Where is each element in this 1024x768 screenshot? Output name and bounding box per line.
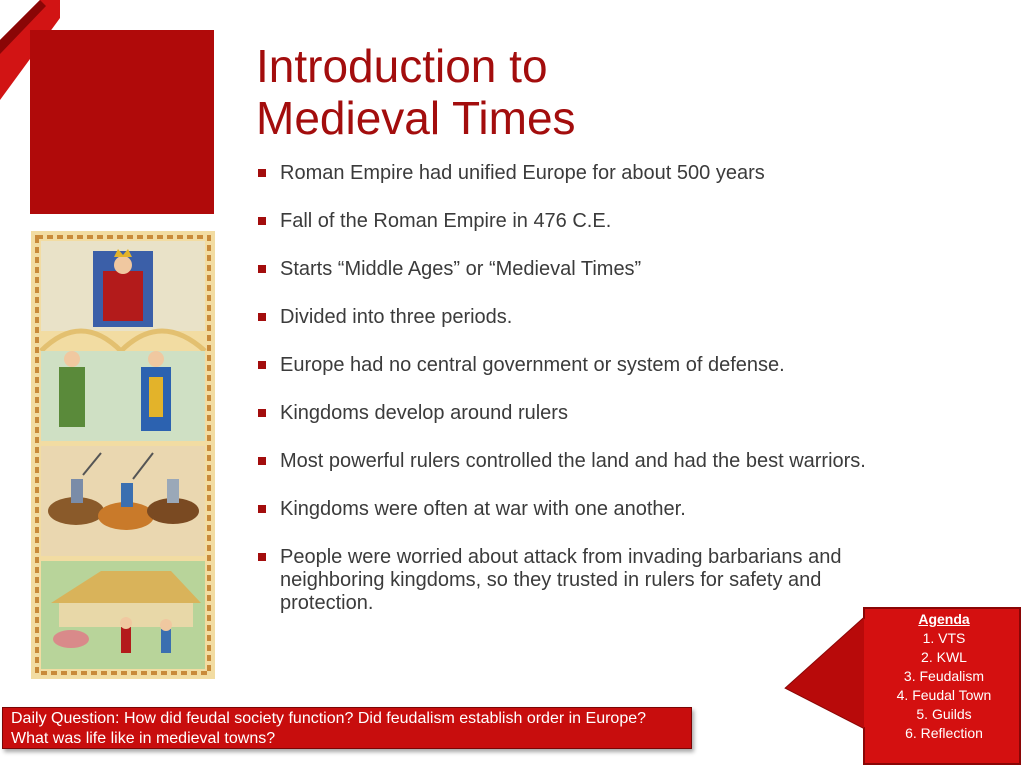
square-bullet-icon — [258, 457, 266, 465]
bullet-text: Kingdoms develop around rulers — [280, 402, 568, 424]
bullet-text: Most powerful rulers controlled the land and had the best warriors. — [280, 450, 866, 472]
agenda-panel — [868, 610, 1020, 764]
bullet-item — [256, 258, 916, 281]
bullet-text: People were worried about attack from invading barbarians and neighboring kingdoms, so they trusted in rulers for safety and protection. — [280, 546, 842, 614]
bullet-item — [256, 306, 916, 329]
agenda-item: 5. Guilds — [916, 706, 972, 722]
square-bullet-icon — [258, 409, 266, 417]
square-bullet-icon — [258, 505, 266, 513]
bullet-text: Divided into three periods. — [280, 306, 513, 328]
square-bullet-icon — [258, 553, 266, 561]
bullet-text: Europe had no central government or system of defense. — [280, 354, 785, 376]
daily-question-text: Daily Question: How did feudal society function? Did feudalism establish order in Europe? What was life like in medieval towns? — [11, 710, 647, 747]
square-bullet-icon — [258, 313, 266, 321]
slide-title-line-2: Medieval Times — [256, 92, 576, 144]
bullet-item — [256, 498, 916, 521]
agenda-title: Agenda — [918, 611, 970, 627]
square-bullet-icon — [258, 361, 266, 369]
agenda-item: 6. Reflection — [905, 725, 983, 741]
bullet-item — [256, 450, 916, 473]
bullet-item — [256, 402, 916, 425]
bullet-text: Fall of the Roman Empire in 476 C.E. — [280, 210, 612, 232]
square-bullet-icon — [258, 169, 266, 177]
square-bullet-icon — [258, 265, 266, 273]
bullet-item — [256, 354, 916, 377]
bullet-text: Kingdoms were often at war with one another. — [280, 498, 686, 520]
agenda-item: 3. Feudalism — [903, 668, 985, 684]
title-accent-block — [30, 30, 214, 214]
medieval-society-illustration — [31, 231, 215, 679]
slide-title-line-1: Introduction to — [256, 40, 548, 92]
slide-title — [256, 40, 856, 144]
agenda-item: 2. KWL — [921, 649, 967, 665]
bullet-text: Roman Empire had unified Europe for about 500 years — [280, 162, 765, 184]
daily-question-box — [2, 707, 692, 749]
agenda-item: 1. VTS — [922, 630, 966, 646]
square-bullet-icon — [258, 217, 266, 225]
bullet-text: Starts “Middle Ages” or “Medieval Times” — [280, 258, 642, 280]
agenda-item: 4. Feudal Town — [896, 687, 992, 703]
bullet-list — [256, 162, 916, 640]
bullet-item — [256, 162, 916, 185]
bullet-item — [256, 210, 916, 233]
